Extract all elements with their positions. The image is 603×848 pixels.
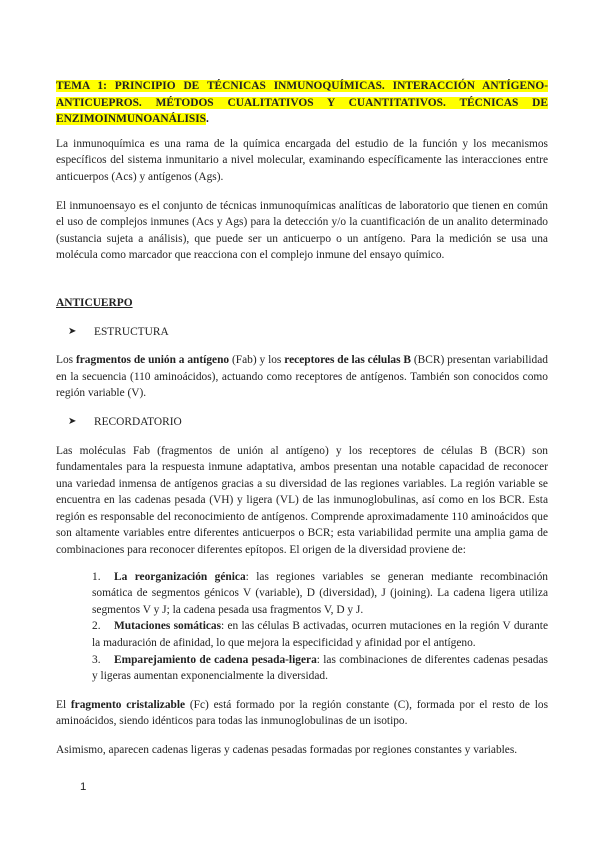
list-item: 3. Emparejamiento de cadena pesada-ligera: las combinaciones de diferentes cadenas pesadas y ligeras aumentan exponencialmente la diversidad. <box>92 653 548 683</box>
bullet-recordatorio: ➤ RECORDATORIO <box>68 414 548 431</box>
page-title: TEMA 1: PRINCIPIO DE TÉCNICAS INMUNOQUÍMICAS. INTERACCIÓN ANTÍGENO-ANTICUEPROS. MÉTODOS CUALITATIVOS Y CUANTITATIVOS. TÉCNICAS DE ENZIMOINMUNOANÁLISIS. <box>56 80 548 126</box>
paragraph-recordatorio: Las moléculas Fab (fragmentos de unión al antígeno) y los receptores de células B (BCR) son fundamentales para la respuesta inmune adaptativa, ambos presentan una notable capacidad de reconocer una variedad inmensa de antígenos gracias a su diversidad de las regiones variables. La región variable se encuentra en las cadenas pesada (VH) y ligera (VL) de las inmunoglobulinas, así como en los BCR. Esta región es responsable del reconocimiento de antígenos. Comprende aproximadamente 110 aminoácidos que son altamente variables entre diferentes anticuerpos o BCR; esta variabilidad permite una amplia gama de combinaciones para reconocer diferentes epítopos. El origen de la diversidad proviene de: <box>56 444 548 557</box>
document-page <box>56 78 548 759</box>
diversity-list <box>56 569 548 685</box>
intro-paragraph-1: La inmunoquímica es una rama de la química encargada del estudio de la función y los mecanismos específicos del sistema inmunitario a nivel molecular, examinando específicamente las interacciones entre anticuerpos (Acs) y antígenos (Ags). <box>56 137 548 183</box>
paragraph-fc: El fragmento cristalizable (Fc) está formado por la región constante (C), formada por el resto de los aminoácidos, siendo idénticos para todas las inmunoglobulinas de un isotipo. <box>56 698 548 728</box>
list-item: 1. La reorganización génica: las regiones variables se generan mediante recombinación somática de segmentos génicos V (variable), D (diversidad), J (joining). La cadena ligera utiliza segmentos V y J; la cadena pesada usa fragmentos V, D y J. <box>92 570 548 616</box>
title-highlight: TEMA 1: PRINCIPIO DE TÉCNICAS INMUNOQUÍMICAS. INTERACCIÓN ANTÍGENO-ANTICUEPROS. MÉTODOS CUALITATIVOS Y CUANTITATIVOS. TÉCNICAS DE ENZIMOINMUNOANÁLISIS <box>56 80 548 126</box>
section-heading: ANTICUERPO <box>56 296 133 309</box>
page-number: 1 <box>80 781 87 793</box>
paragraph-cadenas: Asimismo, aparecen cadenas ligeras y cadenas pesadas formadas por regiones constantes y variables. <box>56 744 518 756</box>
arrow-bullet-icon: ➤ <box>68 415 77 427</box>
intro-paragraph-2: El inmunoensayo es el conjunto de técnicas inmunoquímicas analíticas de laboratorio que tienen en común el uso de complejos inmunes (Acs y Ags) para la detección y/o la cuantificación de un analito determinado (sustancia sujeta a análisis), que puede ser un anticuerpo o un antígeno. Para la medición se usa una molécula como marcador que reacciona con el complejo inmune del ensayo químico. <box>56 199 548 262</box>
arrow-bullet-icon: ➤ <box>68 325 77 337</box>
list-item: 2. Mutaciones somáticas: en las células B activadas, ocurren mutaciones en la región V durante la maduración de afinidad, lo que mejora la especificidad y afinidad por el antígeno. <box>92 620 548 650</box>
bullet-estructura: ➤ ESTRUCTURA <box>68 324 548 341</box>
paragraph-fab: Los fragmentos de unión a antígeno (Fab) y los receptores de las células B (BCR) presentan variabilidad en la secuencia (110 aminoácidos), actuando como receptores de antígenos. También son conocidos como región variable (V). <box>56 354 549 400</box>
